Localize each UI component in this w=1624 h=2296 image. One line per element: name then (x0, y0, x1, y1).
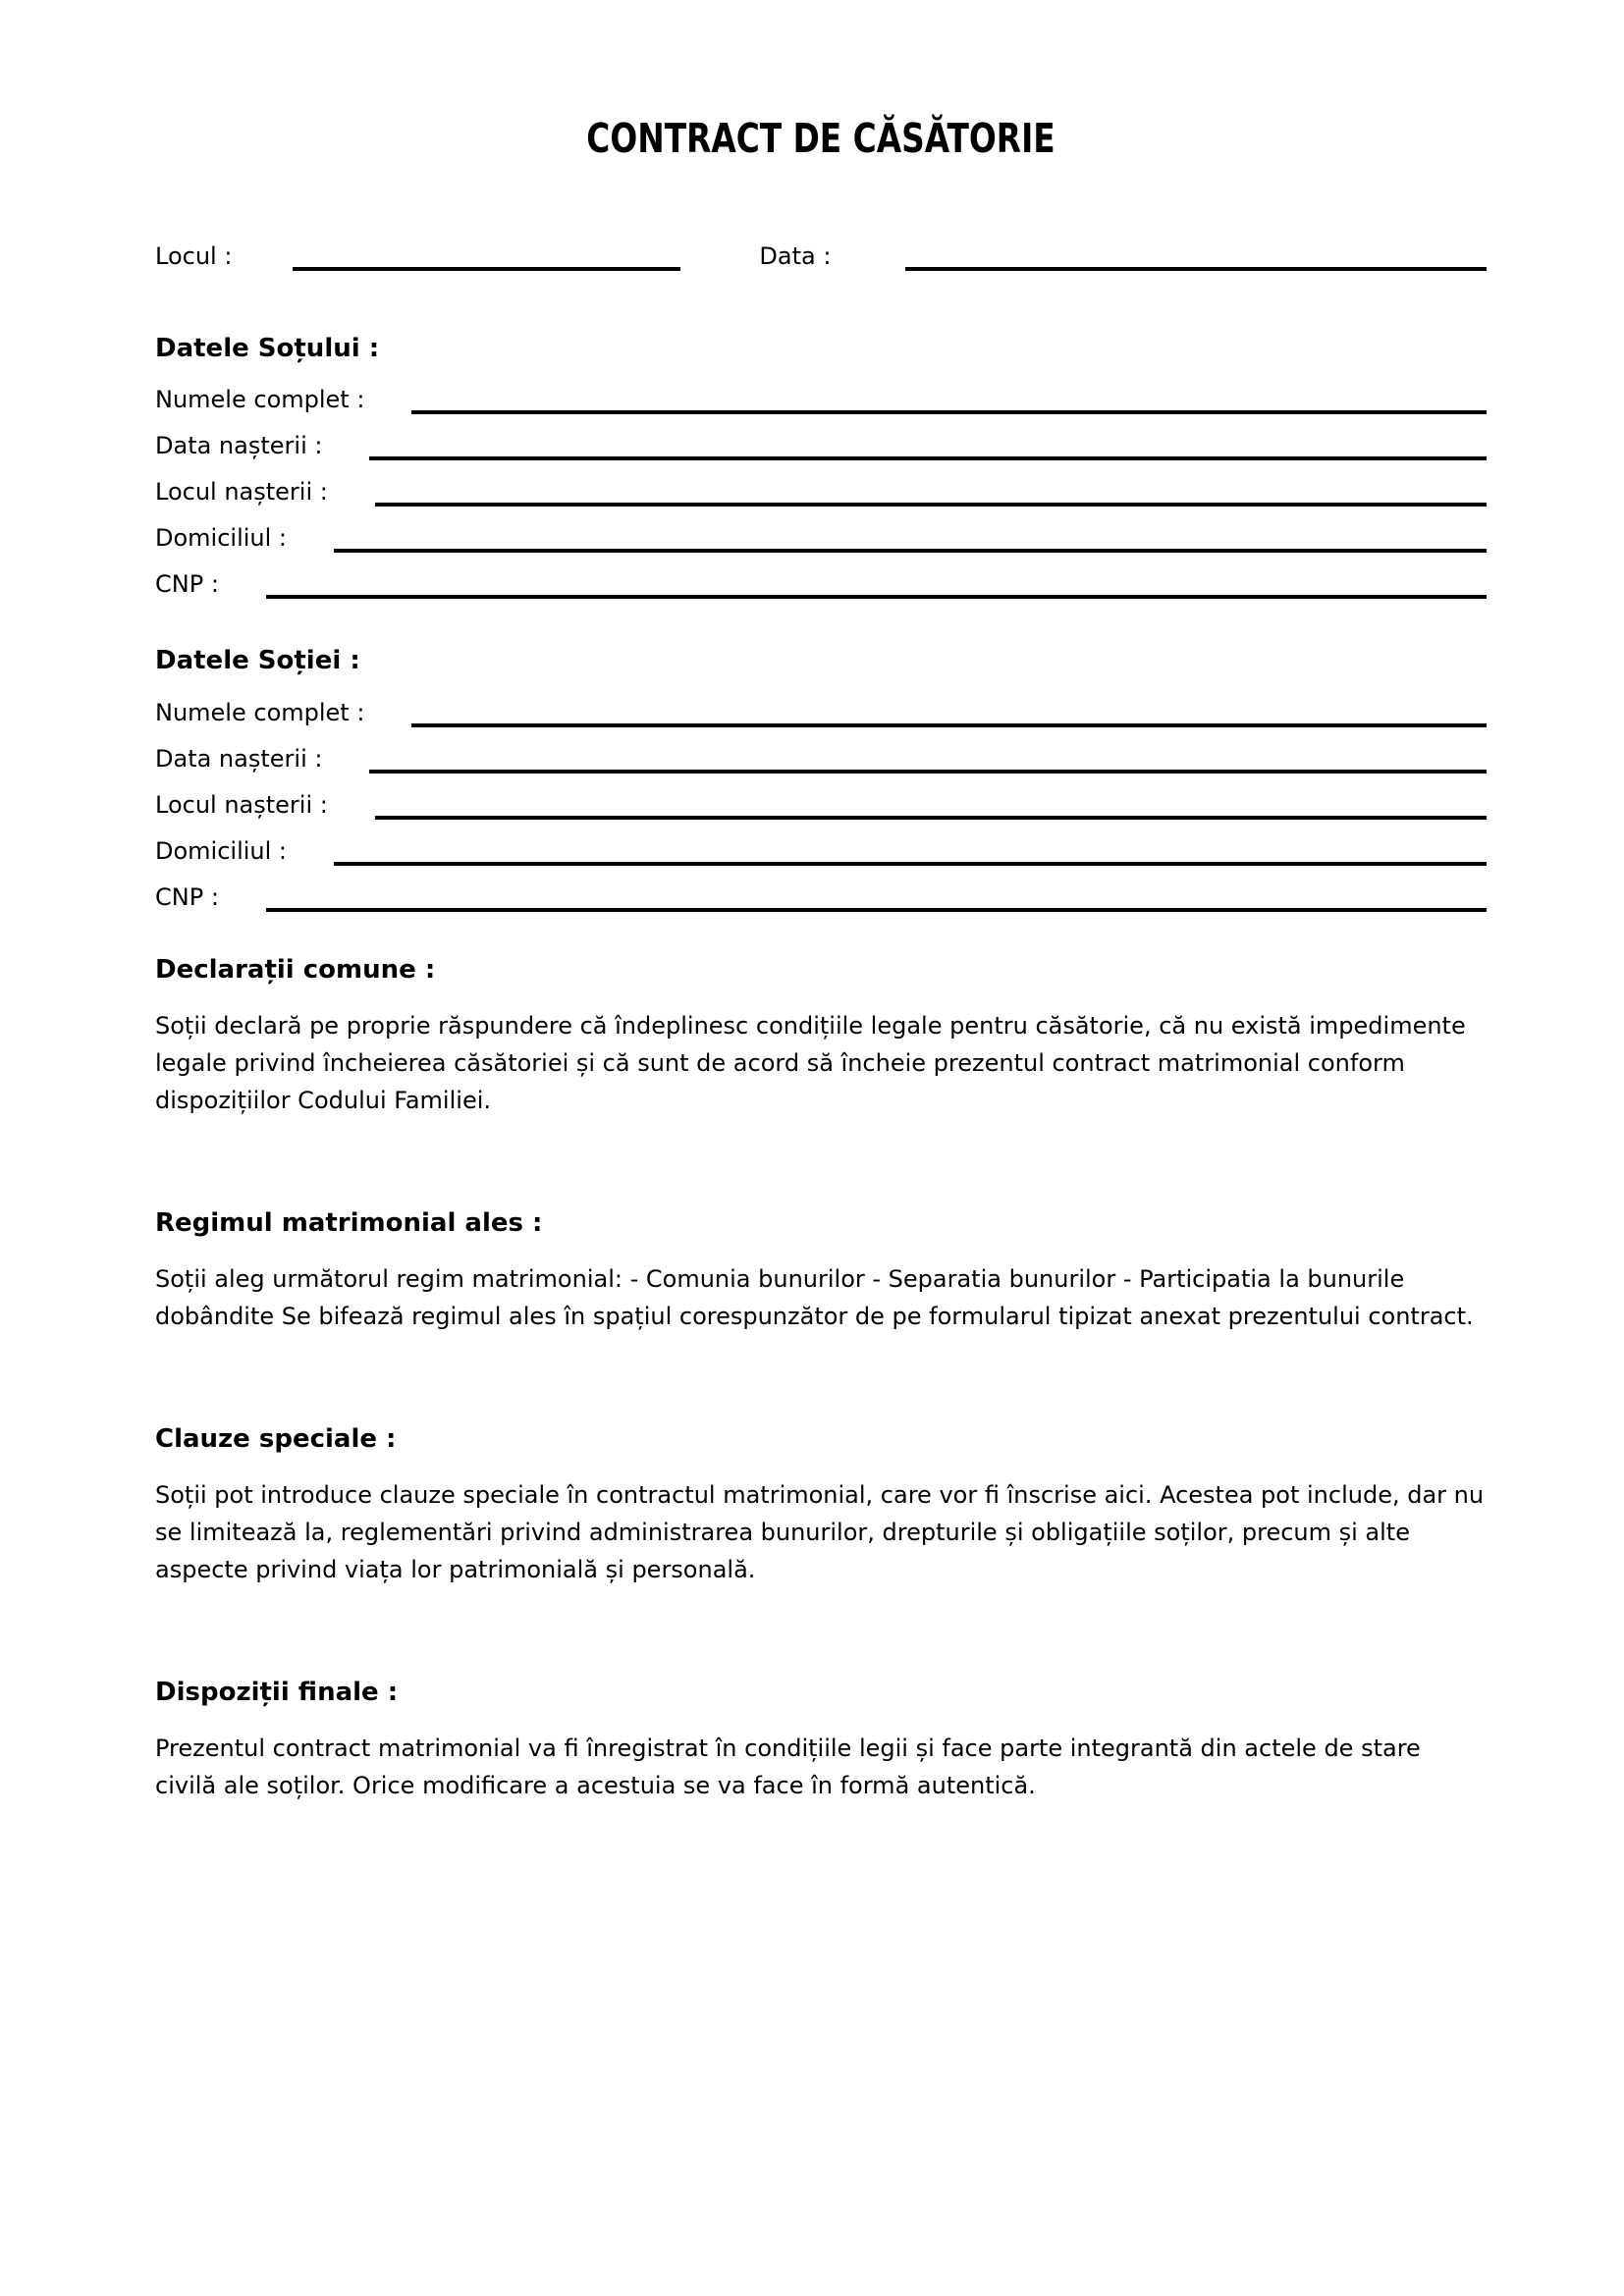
wife-cnp-label: CNP : (155, 882, 219, 911)
husband-full-name-row (155, 386, 1487, 414)
special-clauses-heading: Clauze speciale : (155, 1423, 397, 1454)
common-declarations-paragraph: Soții declară pe proprie răspundere că îndeplinesc condițiile legale pentru căsătorie, că nu există impedimente legale privind încheierea căsătoriei și că sunt de acord să încheie prezentul contract matrimonial conform dispozițiilor Codului Familiei. (155, 1011, 1466, 1114)
wife-birth-place-label: Locul nașterii : (155, 790, 328, 819)
husband-birth-place-row (155, 478, 1487, 507)
place-date-row (155, 242, 1487, 271)
special-clauses-paragraph: Soții pot introduce clauze speciale în contractul matrimonial, care vor fi înscrise aici. Acestea pot include, dar nu se limitează la, reglementări privind administrarea bunurilor, drepturile și obligațiile soților, precum și alte aspecte privind viața lor patrimonială și personală. (155, 1481, 1485, 1584)
wife-full-name-row (155, 699, 1487, 727)
husband-birth-date-row (155, 432, 1487, 460)
wife-data-section (155, 646, 1487, 911)
document-title: CONTRACT DE CĂSĂTORIE (586, 115, 1056, 162)
place-blank-line[interactable] (293, 265, 680, 271)
husband-full-name-label: Numele complet : (155, 386, 365, 414)
husband-birth-place-label: Locul nașterii : (155, 478, 328, 507)
husband-data-section (155, 334, 1487, 599)
place-label: Locul : (155, 242, 233, 271)
husband-domicile-blank-line[interactable] (334, 547, 1487, 553)
common-declarations-heading: Declarații comune : (155, 954, 436, 985)
wife-cnp-blank-line[interactable] (266, 906, 1487, 912)
wife-birth-date-blank-line[interactable] (369, 768, 1487, 774)
date-label: Data : (759, 242, 832, 271)
matrimonial-regime-heading: Regimul matrimonial ales : (155, 1207, 543, 1238)
husband-section-heading: Datele Soțului : (155, 334, 380, 364)
final-provisions-section (155, 1678, 1487, 1804)
wife-birth-date-row (155, 745, 1487, 774)
special-clauses-section (155, 1424, 1487, 1588)
wife-cnp-row (155, 883, 1487, 912)
wife-full-name-blank-line[interactable] (411, 721, 1487, 727)
wife-section-heading: Datele Soției : (155, 646, 360, 676)
wife-full-name-label: Numele complet : (155, 698, 365, 726)
matrimonial-regime-paragraph: Soții aleg următorul regim matrimonial: - Comunia bunurilor - Separatia bunurilor - Participatia la bunurile dobândite Se bifează regimul ales în spațiul corespunzător de pe formularul tipizat anexat prezentului contract. (155, 1264, 1474, 1330)
date-blank-line[interactable] (905, 265, 1487, 271)
husband-birth-place-blank-line[interactable] (375, 501, 1487, 507)
wife-domicile-label: Domiciliul : (155, 836, 288, 865)
husband-domicile-row (155, 524, 1487, 553)
husband-birth-date-blank-line[interactable] (369, 454, 1487, 460)
matrimonial-regime-section (155, 1208, 1487, 1335)
wife-birth-place-row (155, 791, 1487, 820)
wife-birth-date-label: Data nașterii : (155, 744, 323, 773)
final-provisions-heading: Dispoziții finale : (155, 1678, 399, 1708)
common-declarations-section (155, 955, 1487, 1119)
wife-birth-place-blank-line[interactable] (375, 814, 1487, 820)
husband-cnp-blank-line[interactable] (266, 593, 1487, 599)
husband-cnp-label: CNP : (155, 570, 219, 599)
final-provisions-paragraph: Prezentul contract matrimonial va fi înregistrat în condițiile legii și face parte integrantă din actele de stare civilă ale soților. Orice modificare a acestuia se va face în formă autentică. (155, 1735, 1421, 1800)
husband-birth-date-label: Data nașterii : (155, 432, 323, 460)
wife-domicile-row (155, 837, 1487, 866)
husband-cnp-row (155, 570, 1487, 599)
husband-domicile-label: Domiciliul : (155, 524, 288, 553)
husband-full-name-blank-line[interactable] (411, 408, 1487, 414)
wife-domicile-blank-line[interactable] (334, 860, 1487, 866)
